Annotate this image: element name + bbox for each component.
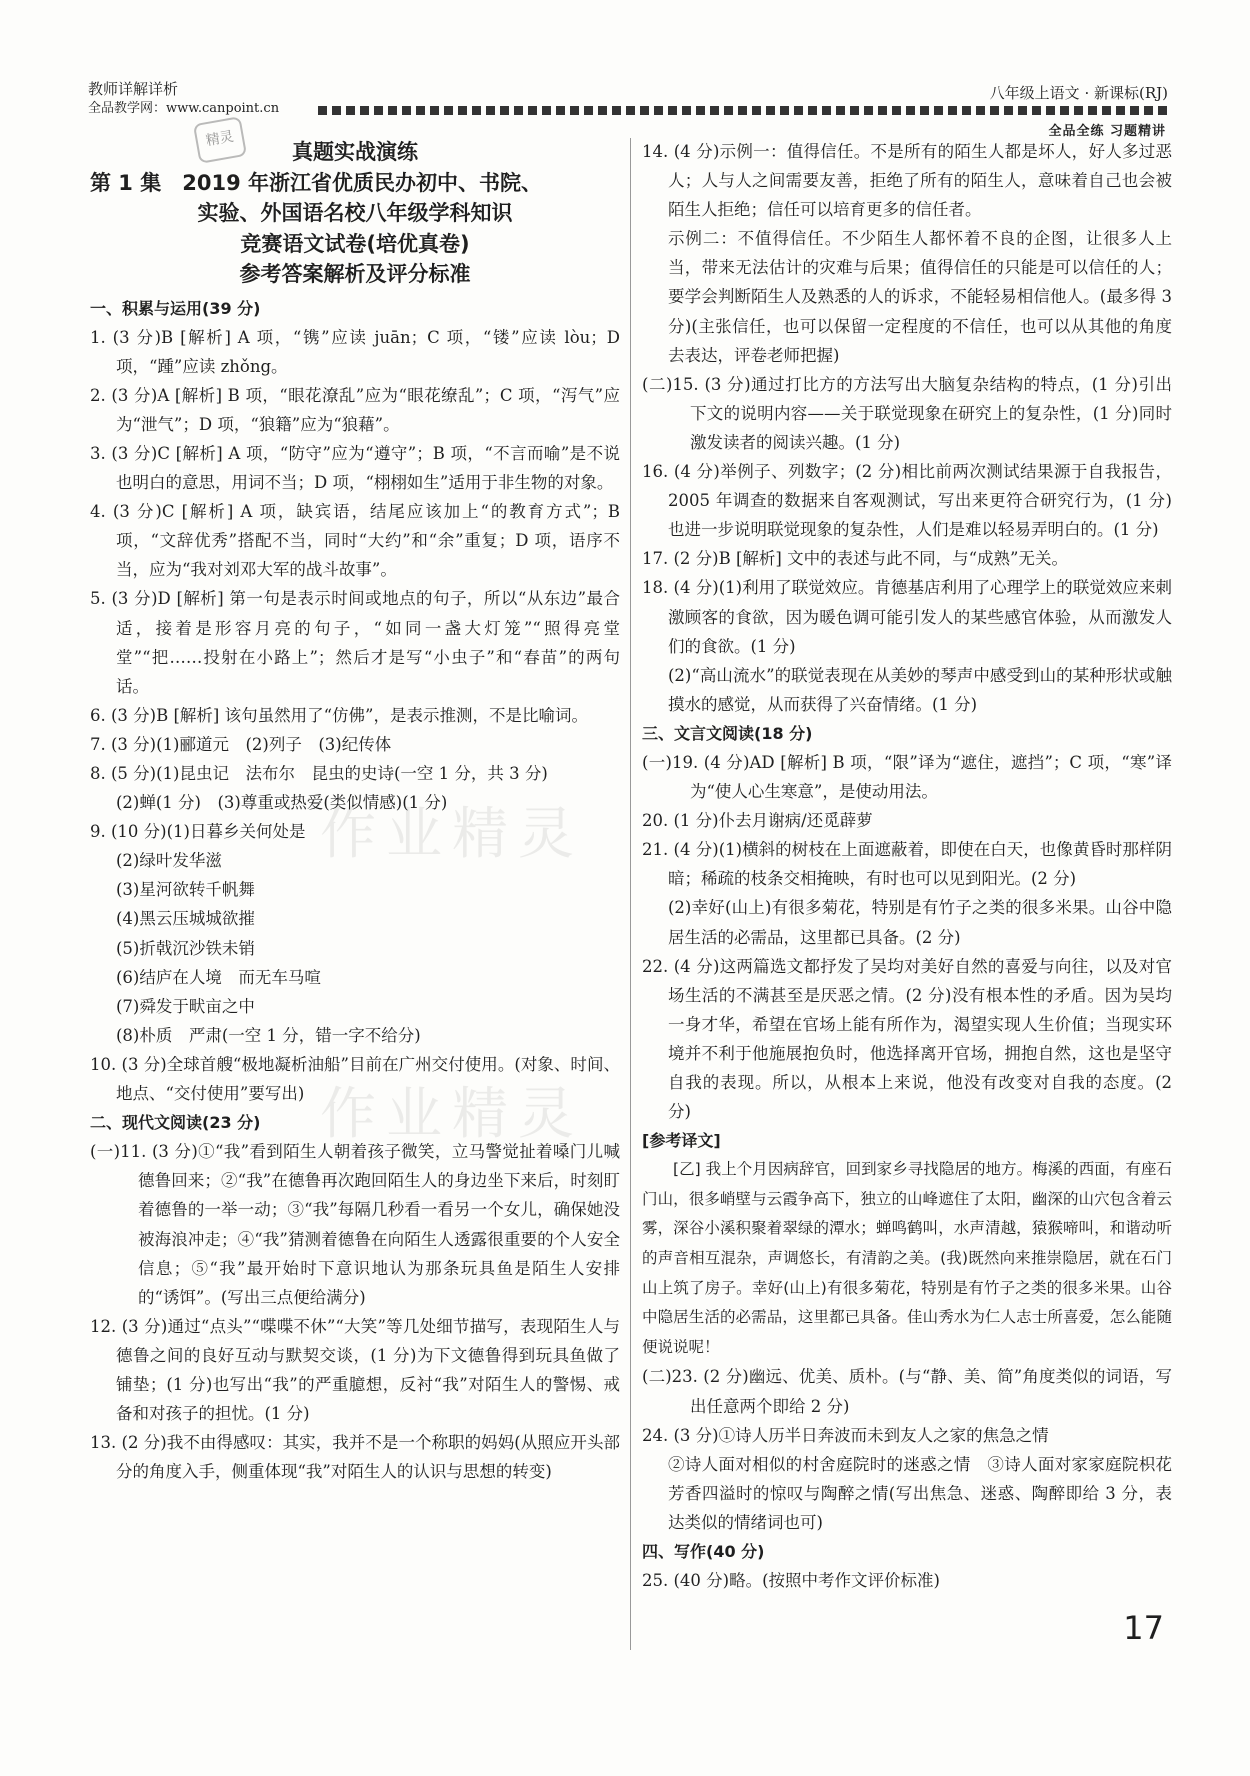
answer-item: 10. (3 分)全球首艘“极地凝析油船”目前在广州交付使用。(对象、时间、地点、“交付使用”要写出) [90, 1054, 620, 1104]
section-heading: 四、写作(40 分) [642, 1542, 765, 1561]
answer-item: 24. (3 分)①诗人历半日奔波而未到友人之家的焦急之情 [642, 1425, 1049, 1445]
answer-item: (二)15. (3 分)通过打比方的方法写出大脑复杂结构的特点，(1 分)引出下文的说明内容——关于联觉现象在研究上的复杂性，(1 分)同时激发读者的阅读兴趣。(1 分) [642, 374, 1172, 452]
answer-item: 3. (3 分)C [解析] A 项，“防守”应为“遵守”；B 项，“不言而喻”是不说也明白的意思，用词不当；D 项，“栩栩如生”适用于非生物的对象。 [90, 443, 620, 493]
header-title: 教师详解详析 [88, 80, 179, 98]
answer-item: 12. (3 分)通过“点头”“喋喋不休”“大笑”等几处细节描写，表现陌生人与德鲁之间的良好互动与默契交谈，(1 分)为下文德鲁得到玩具鱼做了铺垫；(1 分)也写出“我”的严重臆想，反衬“我”对陌生人的警惕、戒备和对孩子的担忧。(1 分) [90, 1316, 620, 1424]
answer-item: 2. (3 分)A [解析] B 项，“眼花潦乱”应为“眼花缭乱”；C 项，“泻气”应为“泄气”；D 项，“狼籍”应为“狼藉”。 [90, 385, 620, 434]
answer-item: (一)19. (4 分)AD [解析] B 项，“限”译为“遮住，遮挡”；C 项，“寒”译为“使人心生寒意”，是使动用法。 [642, 752, 1172, 802]
answer-item: (6)结庐在人境 而无车马喧 [116, 967, 321, 987]
section-heading: 一、积累与运用(39 分) [90, 298, 261, 318]
answer-item: 示例二：不值得信任。不少陌生人都怀着不良的企图，让很多人上当，带来无法估计的灾难与后果；值得信任的只能是可以信任的人；要学会判断陌生人及熟悉的人的诉求，不能轻易相信他人。(最多得 3 分)(主张信任，也可以保留一定程度的不信任，也可以从其他的角度去表达，评卷老师把握) [668, 229, 1172, 365]
title-line: 实验、外国语名校八年级学科知识 [197, 201, 513, 225]
answer-item: (2)幸好(山上)有很多菊花，特别是有竹子之类的很多米果。山谷中隐居生活的必需品，这里都已具备。(2 分) [668, 898, 1172, 947]
answer-item: 22. (4 分)这两篇选文都抒发了吴均对美好自然的喜爱与向往，以及对官场生活的不满甚至是厌恶之情。(2 分)没有根本性的矛盾。因为吴均一身才华，希望在官场上能有所作为，渴望实现人生价值；当现实环境并不利于他施展抱负时，他选择离开官场，拥抱自然，这也是坚守自我的表现。所以，从根本上来说，他没有改变对自我的态度。(2 分) [642, 956, 1172, 1122]
watermark: 作业精灵 [320, 802, 584, 867]
answer-item: (5)折戟沉沙铁未销 [116, 938, 255, 958]
document-title [90, 137, 620, 290]
watermark: 作业精灵 [320, 1082, 584, 1147]
answer-item: 25. (40 分)略。(按照中考作文评价标准) [642, 1571, 940, 1591]
answer-item: 9. (10 分)(1)日暮乡关何处是 [90, 822, 306, 842]
title-line: 参考答案解析及评分标准 [239, 262, 471, 286]
column-divider [630, 138, 631, 1650]
section-heading: 三、文言文阅读(18 分) [642, 723, 813, 743]
section-heading: 二、现代文阅读(23 分) [90, 1113, 261, 1133]
answer-item: 18. (4 分)(1)利用了联觉效应。肯德基店利用了心理学上的联觉效应来刺激顾客的食欲，因为暖色调可能引发人的某些感官体验，从而激发人们的食欲。(1 分) [642, 578, 1172, 656]
reference-translation-heading: [参考译文] [642, 1131, 721, 1151]
answer-item: 4. (3 分)C [解析] A 项，缺宾语，结尾应该加上“的教育方式”；B 项，“文辞优秀”搭配不当，同时“大约”和“余”重复；D 项，语序不当，应为“我对刘邓大军的战斗故事”。 [90, 502, 620, 580]
answer-item: 16. (4 分)举例子、列数字；(2 分)相比前两次测试结果源于自我报告，2005 年调查的数据来自客观测试，写出来更符合研究行为，(1 分)也进一步说明联觉现象的复杂性，人们是难以轻易弄明白的。(1 分) [642, 462, 1172, 540]
answer-item: (7)舜发于畎亩之中 [116, 996, 255, 1016]
title-line: 竞赛语文试卷(培优真卷) [240, 231, 470, 256]
answer-item: 21. (4 分)(1)横斜的树枝在上面遮蔽着，即使在白天，也像黄昏时那样阴暗；稀疏的枝条交相掩映，有时也可以见到阳光。(2 分) [642, 840, 1172, 889]
answer-item: 7. (3 分)(1)郦道元 (2)列子 (3)纪传体 [90, 734, 392, 754]
answer-item: 20. (1 分)仆去月谢病/还觅薜萝 [642, 811, 873, 831]
answer-item: 5. (3 分)D [解析] 第一句是表示时间或地点的句子，所以“从东边”最合适，接着是形容月亮的句子，“如同一盏大灯笼”“照得亮堂堂”“把……投射在小路上”；然后才是写“小虫子”和“春苗”的两句话。 [90, 589, 620, 696]
title-main: 真题实战演练 [292, 140, 418, 164]
answer-item: 13. (2 分)我不由得感叹：其实，我并不是一个称职的妈妈(从照应开头部分的角度入手，侧重体现“我”对陌生人的认识与思想的转变) [90, 1433, 620, 1482]
answer-item: (二)23. (2 分)幽远、优美、质朴。(与“静、美、简”角度类似的词语，写出任意两个即给 2 分) [642, 1367, 1172, 1416]
title-line: 第 1 集 2019 年浙江省优质民办初中、书院、 [90, 170, 542, 195]
answer-item: (2)“高山流水”的联觉表现在从美妙的琴声中感受到山的某种形状或触摸水的感觉，从而获得了兴奋情绪。(1 分) [668, 665, 1172, 714]
reference-translation: [乙] 我上个月因病辞官，回到家乡寻找隐居的地方。梅溪的西面，有座石门山，很多峭壁与云霞争高下，独立的山峰遮住了太阳，幽深的山穴包含着云雾，深谷小溪积聚着翠绿的潭水；蝉鸣鹤叫，水声清越，猿猴啼叫，和谐动听的声音相互混杂，声调悠长，有清韵之美。(我)既然向来推崇隐居，就在石门山上筑了房子。幸好(山上)有很多菊花，特别是有竹子之类的很多米果。山谷中隐居生活的必需品，这里都已具备。佳山秀水为仁人志士所喜爱，怎么能随便说说呢！ [642, 1160, 1172, 1356]
page-number: 17 [1123, 1609, 1164, 1647]
answer-item: 14. (4 分)示例一：值得信任。不是所有的陌生人都是坏人，好人多过恶人；人与人之间需要友善，拒绝了所有的陌生人，意味着自己也会被陌生人拒绝；信任可以培育更多的信任者。 [642, 142, 1172, 220]
answer-item: (8)朴质 严肃(一空 1 分，错一字不给分) [116, 1025, 421, 1045]
answer-item: 1. (3 分)B [解析] A 项，“镌”应读 juān；C 项，“镂”应读 lòu；D 项，“踵”应读 zhǒng。 [90, 327, 620, 376]
answer-item: 8. (5 分)(1)昆虫记 法布尔 昆虫的史诗(一空 1 分，共 3 分) [90, 764, 548, 783]
answer-item: (2)蝉(1 分) (3)尊重或热爱(类似情感)(1 分) [116, 793, 448, 813]
answer-item: (3)星河欲转千帆舞 [116, 880, 255, 900]
answer-item: (4)黑云压城城欲摧 [116, 909, 255, 929]
header-decorative-bar [318, 106, 1168, 115]
header-website: 全品教学网：www.canpoint.cn [88, 101, 280, 116]
right-column [642, 137, 1172, 1595]
left-column [90, 137, 620, 1486]
answer-item: (2)绿叶发华滋 [116, 851, 222, 871]
stamp-logo: 精灵 [193, 116, 247, 164]
answer-item: (一)11. (3 分)①“我”看到陌生人朝着孩子微笑，立马警觉扯着嗓门儿喊德鲁回来；②“我”在德鲁再次跑回陌生人的身边坐下来后，时刻盯着德鲁的一举一动；③“我”每隔几秒看一看另一个女儿，确保她没被海浪冲走；④“我”猜测着德鲁在向陌生人透露很重要的个人安全信息；⑤“我”最开始时下意识地认为那条玩具鱼是陌生人安排的“诱饵”。(写出三点便给满分) [90, 1142, 620, 1307]
header-brand: 全品全练 习题精讲 [1048, 124, 1166, 139]
answer-item: 17. (2 分)B [解析] 文中的表述与此不同，与“成熟”无关。 [642, 549, 1068, 569]
answer-item: ②诗人面对相似的村舍庭院时的迷惑之情 ③诗人面对家家庭院枳花芳香四溢时的惊叹与陶醉之情(写出焦急、迷惑、陶醉即给 3 分，表达类似的情绪词也可) [668, 1454, 1172, 1532]
header-subject: 八年级上语文 · 新课标(RJ) [989, 84, 1168, 102]
header-left [88, 80, 279, 118]
answer-item: 6. (3 分)B [解析] 该句虽然用了“仿佛”，是表示推测，不是比喻词。 [90, 705, 588, 725]
